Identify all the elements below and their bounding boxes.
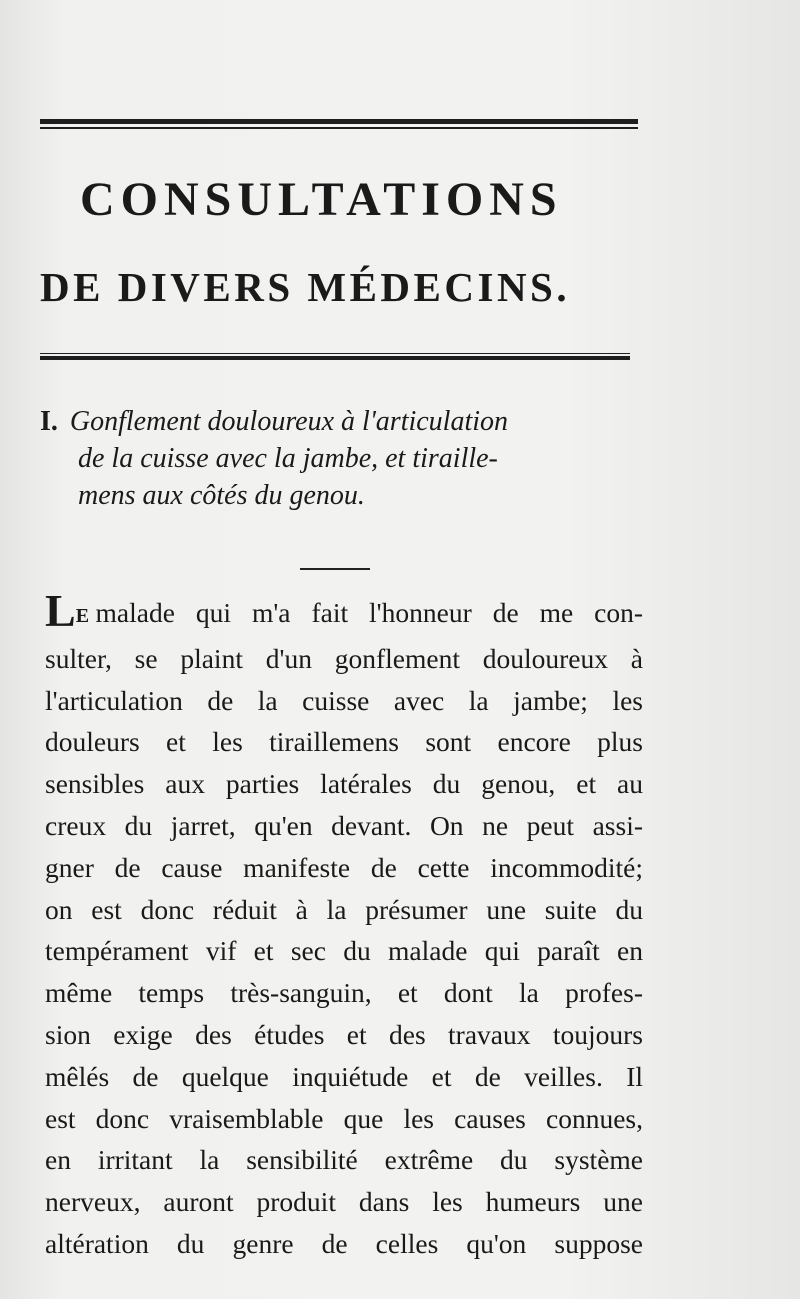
body-line-3: l'articulation de la cuisse avec la jambe; les [45, 684, 643, 716]
section-divider [300, 568, 370, 570]
title-line-2: DE DIVERS MÉDECINS. [40, 264, 571, 310]
body-line-5: sensibles aux parties latérales du genou, et au [45, 768, 643, 800]
small-caps: E [75, 605, 90, 627]
title-line-1: CONSULTATIONS [80, 173, 563, 226]
body-line-8: on est donc réduit à la présumer une suite du [45, 893, 643, 925]
body-line-6: creux du jarret, qu'en devant. On ne peut assi- [45, 809, 643, 841]
body-line-13: est donc vraisemblable que les causes connues, [45, 1102, 643, 1134]
body-paragraph [45, 585, 643, 1265]
body-line-2: sulter, se plaint d'un gonflement douloureux à [45, 642, 643, 674]
section-number: I. [40, 406, 58, 437]
section-heading-line-2: de la cuisse avec la jambe, et tiraille- [78, 443, 498, 474]
top-double-rule [40, 119, 638, 129]
body-line-9: tempérament vif et sec du malade qui paraît en [45, 935, 643, 967]
body-line-7: gner de cause manifeste de cette incommodité; [45, 851, 643, 883]
body-line-16: altération du genre de celles qu'on suppose [45, 1227, 643, 1259]
body-line-12: mêlés de quelque inquiétude et de veilles. Il [45, 1060, 643, 1092]
body-line-10: même temps très-sanguin, et dont la profes- [45, 977, 643, 1009]
body-line-15: nerveux, auront produit dans les humeurs une [45, 1186, 643, 1218]
body-line-11: sion exige des études et des travaux toujours [45, 1018, 643, 1050]
title-bottom-rule [40, 353, 630, 360]
section-heading-line-3: mens aux côtés du genou. [78, 480, 365, 511]
body-line-14: en irritant la sensibilité extrême du système [45, 1144, 643, 1176]
section-heading [40, 403, 640, 514]
body-line-text: malade qui m'a fait l'honneur de me con- [95, 597, 643, 628]
body-line-4: douleurs et les tiraillemens sont encore plus [45, 726, 643, 758]
drop-cap: L [45, 585, 76, 636]
body-line-1 [45, 585, 643, 638]
section-heading-line-1: Gonflement douloureux à l'articulation [69, 406, 509, 437]
